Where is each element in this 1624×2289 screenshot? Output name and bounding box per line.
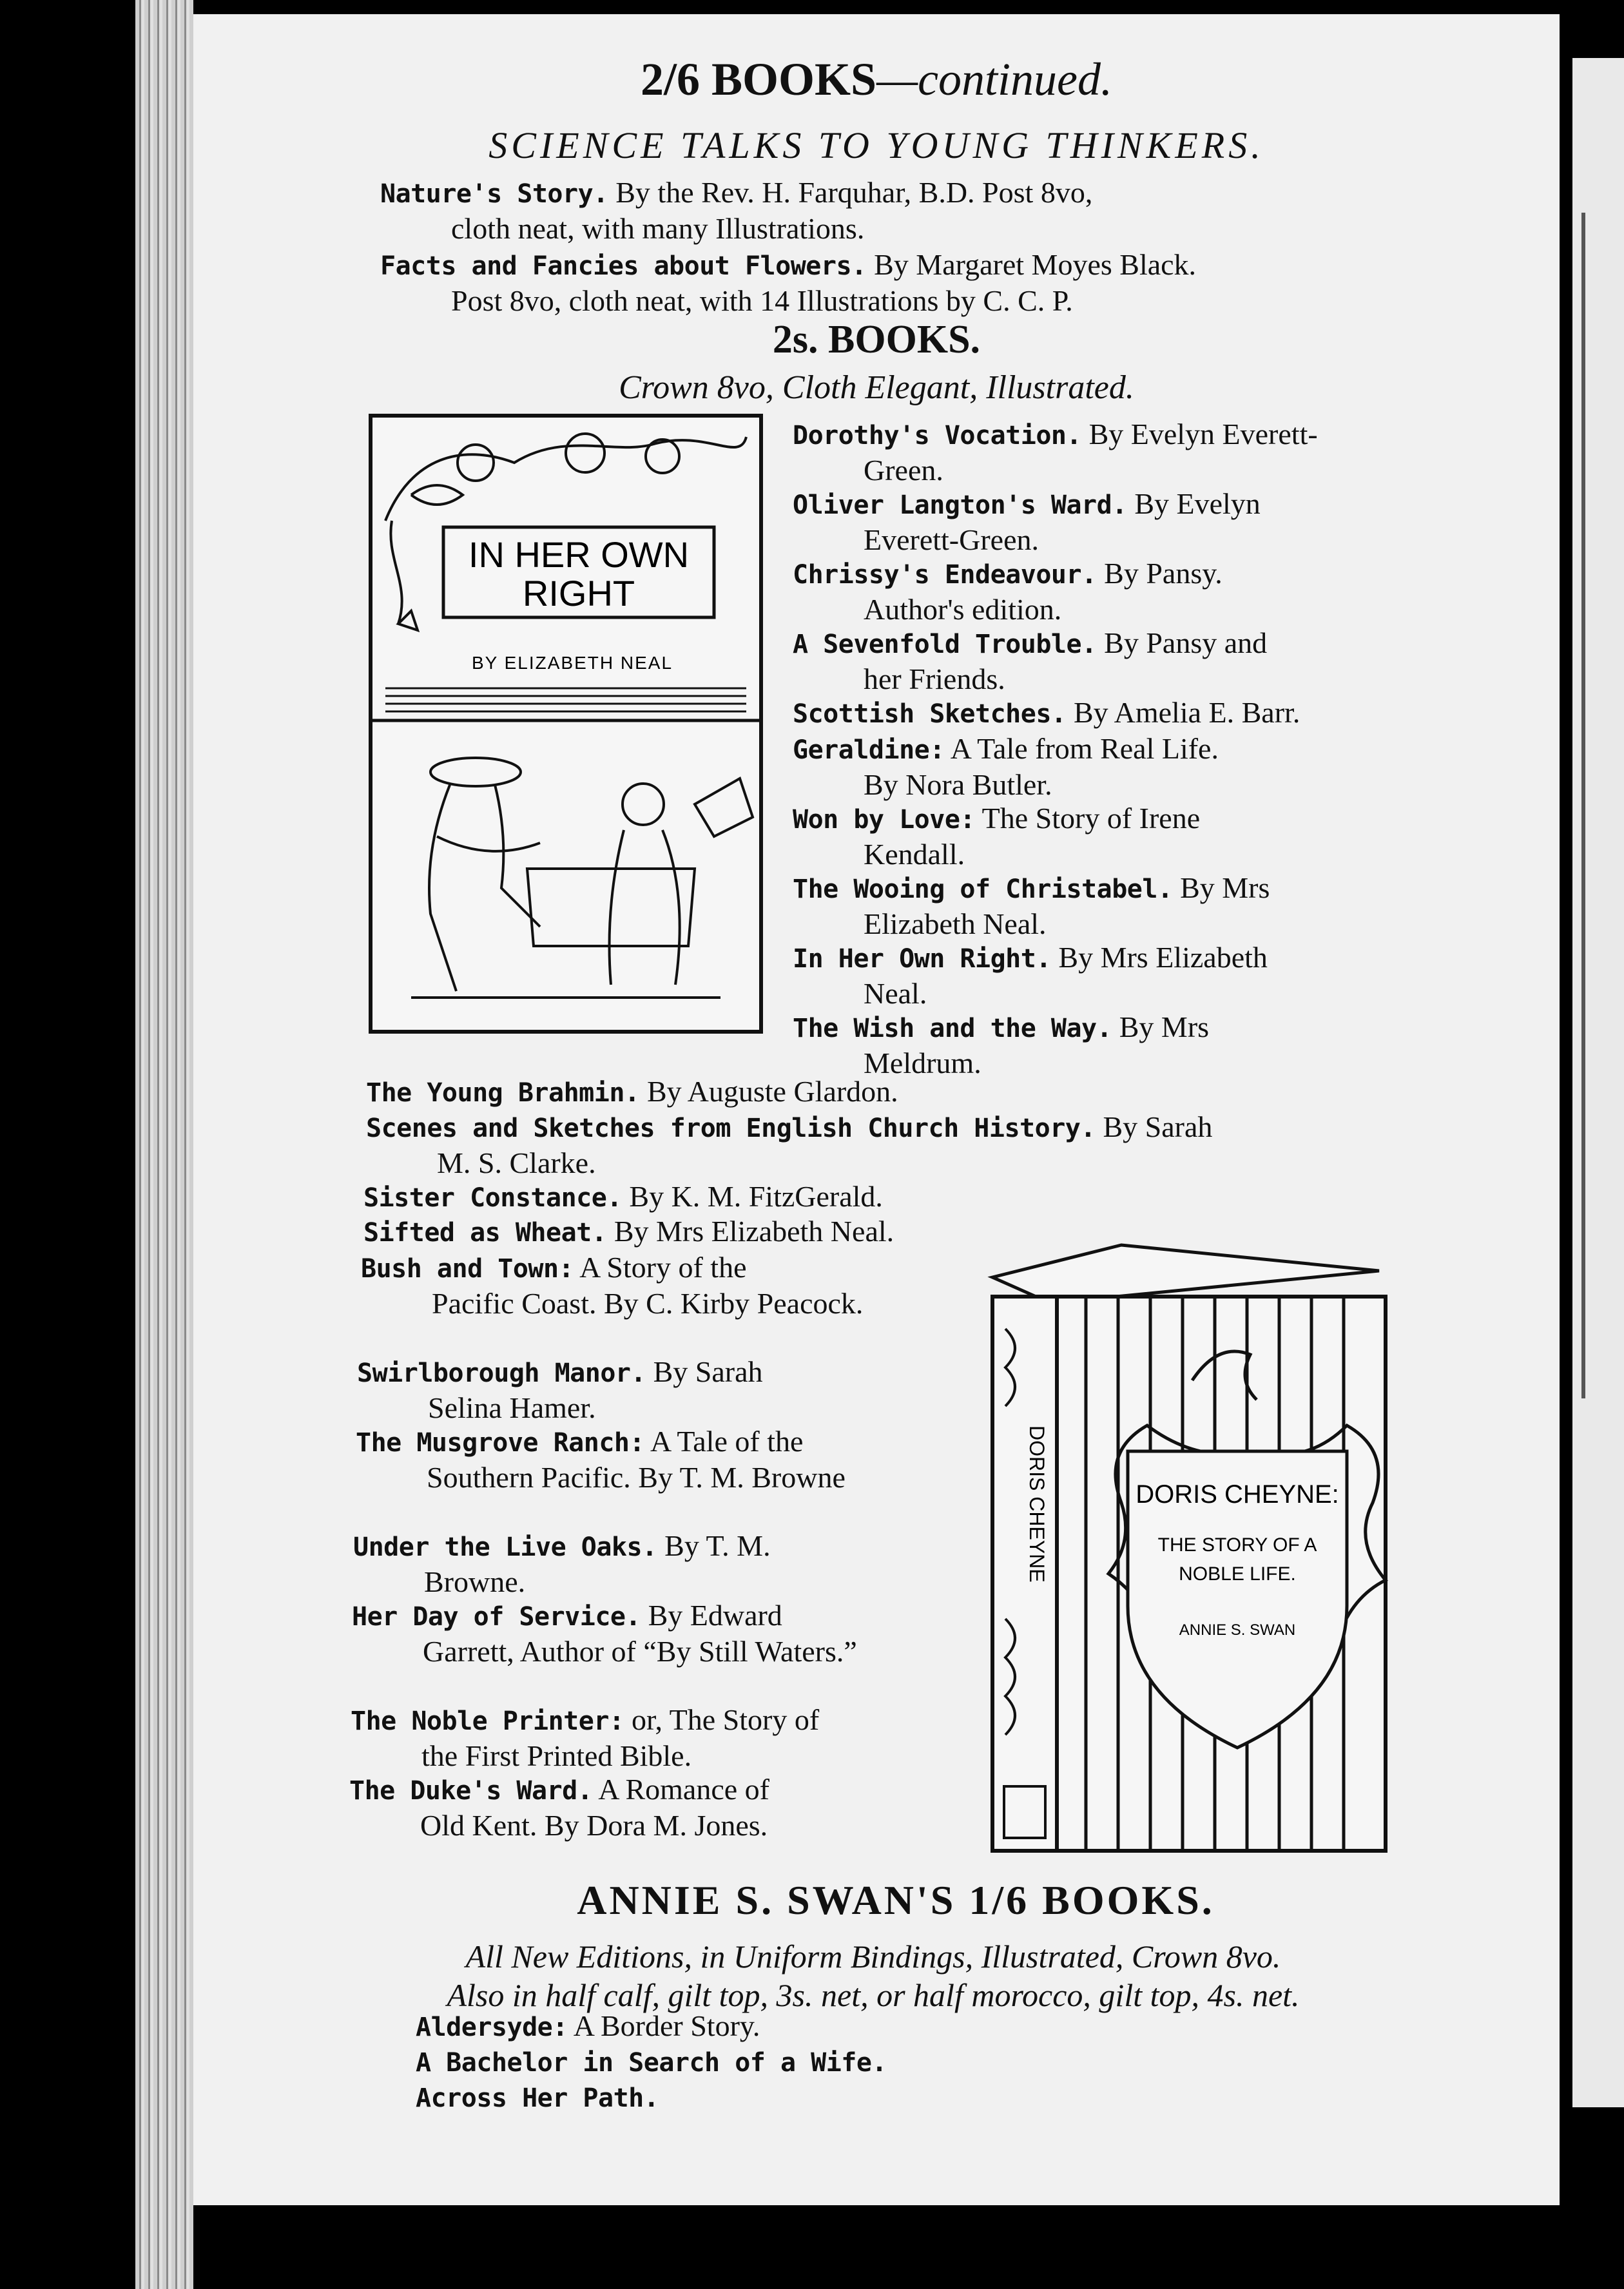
book-author-cont: her Friends. [864, 662, 1005, 695]
cover-subtitle-line1: THE STORY OF A [1157, 1534, 1317, 1556]
book-title: Scottish Sketches. [793, 699, 1067, 729]
book-author-cont: Southern Pacific. By T. M. Browne [427, 1461, 846, 1494]
cover-title: DORIS CHEYNE: [1136, 1480, 1339, 1509]
science-series-title: SCIENCE TALKS TO YOUNG THINKERS. [488, 124, 1264, 166]
book-entry [351, 1703, 931, 1773]
book-author-cont: Elizabeth Neal. [864, 907, 1047, 940]
book-entry [793, 940, 1598, 1011]
book-page-edges [135, 0, 193, 2289]
book-entry [793, 556, 1598, 627]
book-title: Chrissy's Endeavour. [793, 560, 1097, 590]
book-entry [793, 731, 1598, 802]
book-author: By Pansy and [1104, 626, 1268, 659]
book-entry [793, 871, 1598, 942]
book-author-cont: the First Printed Bible. [421, 1739, 692, 1772]
book-title: Oliver Langton's Ward. [793, 490, 1127, 520]
book-entry [363, 1214, 1588, 1250]
book-entry [793, 626, 1598, 697]
book-title: Facts and Fancies about Flowers. [380, 251, 867, 281]
book-author-cont: Meldrum. [864, 1047, 981, 1079]
cover-title-line2: RIGHT [522, 573, 635, 613]
book-title: Bush and Town: [361, 1254, 574, 1284]
book-author: By Pansy. [1104, 557, 1223, 590]
spine-title: DORIS CHEYNE [1025, 1425, 1049, 1583]
book-entry [353, 1529, 933, 1599]
book-author: The Story of Irene [981, 802, 1201, 835]
book-author-cont: Kendall. [864, 838, 965, 871]
book-entry [793, 487, 1598, 557]
page-header [193, 53, 1560, 106]
header-title: 2/6 BOOKS [640, 53, 877, 105]
book-author: A Story of the [579, 1251, 747, 1284]
book-entry [793, 801, 1598, 872]
book-title: The Wish and the Way. [793, 1014, 1112, 1043]
book-title: Nature's Story. [380, 179, 608, 209]
swan-section-note-1: All New Editions, in Uniform Bindings, Illustrated, Crown 8vo. [465, 1938, 1281, 1975]
in-her-own-right-cover-illustration [369, 414, 763, 1034]
book-title: The Musgrove Ranch: [356, 1428, 645, 1458]
book-title: Sifted as Wheat. [363, 1218, 607, 1248]
cover-subtitle-line2: NOBLE LIFE. [1179, 1563, 1296, 1585]
book-title: Geraldine: [793, 735, 945, 765]
book-title: Under the Live Oaks. [353, 1532, 657, 1562]
book-author-cont: M. S. Clarke. [437, 1146, 596, 1179]
book-title: Won by Love: [793, 805, 975, 835]
book-author: A Tale from Real Life. [950, 732, 1219, 765]
book-author-cont: Neal. [864, 977, 927, 1010]
book-author: By Edward [648, 1599, 782, 1632]
book-entry [366, 1110, 1590, 1181]
book-title: The Noble Printer: [351, 1706, 624, 1736]
book-author: By Mrs [1180, 871, 1270, 904]
book-title: Scenes and Sketches from English Church History. [366, 1114, 1096, 1143]
book-author-cont: Garrett, Author of “By Still Waters.” [423, 1635, 857, 1668]
book-entry [793, 1010, 1598, 1081]
book-author-cont: Old Kent. By Dora M. Jones. [420, 1809, 768, 1842]
book-author: By Evelyn [1134, 487, 1261, 520]
book-title: The Young Brahmin. [366, 1078, 640, 1108]
cover-author: ANNIE S. SWAN [1179, 1621, 1296, 1639]
book-author: By K. M. FitzGerald. [629, 1180, 883, 1213]
book-author: By Sarah [1103, 1110, 1213, 1143]
book-title: Sister Constance. [363, 1183, 622, 1213]
book-entry [366, 1074, 1590, 1110]
book-title: Swirlborough Manor. [357, 1358, 646, 1388]
book-author: By Mrs Elizabeth [1058, 941, 1268, 974]
book-author: By the Rev. H. Farquhar, B.D. Post 8vo, [615, 176, 1093, 209]
book-author-cont: Author's edition. [864, 593, 1062, 626]
doris-cheyne-book-illustration [980, 1232, 1392, 1864]
book-author-cont: Pacific Coast. By C. Kirby Peacock. [432, 1287, 864, 1320]
section-2s-title: 2s. BOOKS. [772, 318, 981, 362]
book-author-cont: Green. [864, 454, 943, 487]
book-author: A Tale of the [650, 1425, 804, 1458]
book-title: In Her Own Right. [793, 944, 1051, 974]
book-title: A Bachelor in Search of a Wife. [416, 2048, 887, 2078]
book-author-cont: Everett-Green. [864, 523, 1039, 556]
swan-section-note-2: Also in half calf, gilt top, 3s. net, or half morocco, gilt top, 4s. net. [447, 1977, 1300, 2013]
book-author: By Auguste Glardon. [646, 1075, 898, 1108]
cover-title-line1: IN HER OWN [468, 534, 690, 575]
book-entry [349, 1772, 929, 1843]
book-title: Dorothy's Vocation. [793, 421, 1082, 450]
book-entry [352, 1598, 932, 1669]
book-author: By Margaret Moyes Black. [874, 248, 1197, 281]
book-author-cont: Selina Hamer. [428, 1391, 596, 1424]
book-entry [416, 2080, 1382, 2116]
section-2s-subtitle: Crown 8vo, Cloth Elegant, Illustrated. [619, 369, 1134, 406]
book-title: A Sevenfold Trouble. [793, 630, 1097, 659]
book-title: Aldersyde: [416, 2013, 568, 2042]
book-entry [416, 2044, 1382, 2080]
book-author: By Mrs [1119, 1010, 1210, 1043]
book-author-cont: Browne. [424, 1565, 526, 1598]
book-author: By Amelia E. Barr. [1073, 696, 1300, 729]
book-entry [363, 1179, 1588, 1215]
book-author: A Romance of [598, 1773, 769, 1806]
book-entry [380, 175, 1624, 246]
swan-section-title: ANNIE S. SWAN'S 1/6 BOOKS. [577, 1877, 1215, 1923]
book-entry [361, 1250, 941, 1321]
book-title: Her Day of Service. [352, 1602, 641, 1632]
header-continued: —continued. [876, 53, 1113, 105]
book-author: By Evelyn Everett- [1088, 418, 1318, 450]
book-details: cloth neat, with many Illustrations. [451, 212, 865, 245]
book-author: or, The Story of [631, 1703, 820, 1736]
book-entry [793, 695, 1598, 731]
book-author-cont: By Nora Butler. [864, 768, 1052, 801]
book-entry [356, 1424, 936, 1495]
book-title: Across Her Path. [416, 2083, 659, 2113]
book-author: By T. M. [664, 1529, 771, 1562]
cover-byline: BY ELIZABETH NEAL [471, 653, 673, 673]
book-entry [416, 2009, 1382, 2045]
book-entry [380, 247, 1624, 318]
book-subtitle: A Border Story. [573, 2009, 760, 2042]
book-author: By Mrs Elizabeth Neal. [614, 1215, 894, 1248]
book-title: The Wooing of Christabel. [793, 874, 1173, 904]
book-entry [357, 1355, 937, 1425]
book-author: By Sarah [653, 1355, 763, 1388]
book-entry [793, 417, 1598, 488]
book-title: The Duke's Ward. [349, 1776, 593, 1806]
book-details: Post 8vo, cloth neat, with 14 Illustrations by C. C. P. [451, 284, 1073, 317]
catalogue-page [193, 14, 1560, 2205]
